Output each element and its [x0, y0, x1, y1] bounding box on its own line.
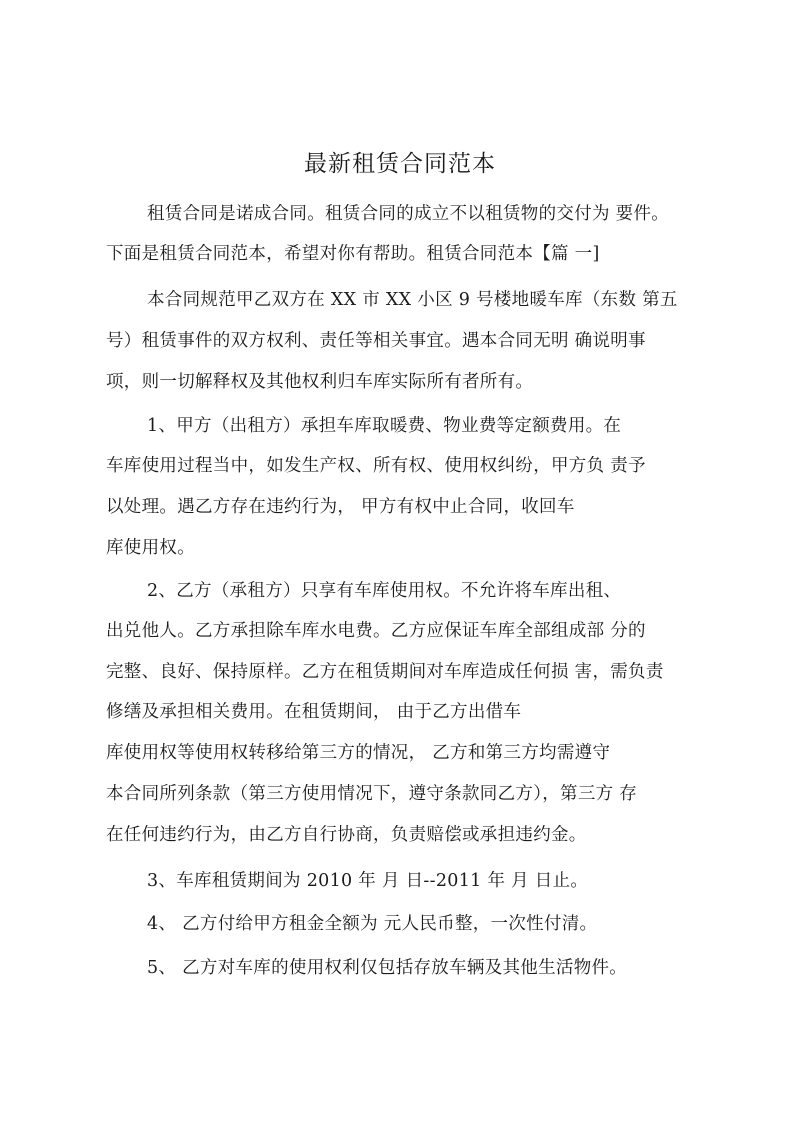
- text-line: 库使用权等使用权转移给第三方的情况， 乙方和第三方均需遵守: [106, 743, 611, 763]
- text-line: 出兑他人。乙方承担除车库水电费。乙方应保证车库全部组成部 分的: [106, 621, 646, 641]
- text-line: 5、 乙方对车库的使用权利仅包括存放车辆及其他生活物件。: [147, 958, 628, 978]
- text-line: 完整、良好、保持原样。乙方在租赁期间对车库造成任何损 害，需负责: [106, 662, 664, 682]
- text-line: 2、乙方（承租方）只享有车库使用权。不允许将车库出租、: [147, 581, 622, 601]
- text-line: 1、甲方（出租方）承担车库取暖费、物业费等定额费用。在: [147, 416, 622, 436]
- text-line: 修缮及承担相关费用。在租赁期间， 由于乙方出借车: [106, 702, 522, 722]
- text-line: 号）租赁事件的双方权利、责任等相关事宜。遇本合同无明 确说明事: [106, 331, 646, 351]
- text-line: 项，则一切解释权及其他权利归车库实际所有者所有。: [106, 372, 534, 392]
- text-line: 4、 乙方付给甲方租金全额为 元人民币整，一次性付清。: [147, 914, 598, 934]
- text-line: 下面是租赁合同范本，希望对你有帮助。租赁合同范本【篇 一]: [106, 244, 600, 264]
- text-line: 本合同所列条款（第三方使用情况下，遵守条款同乙方），第三方 存: [106, 784, 638, 804]
- text-line: 库使用权。: [106, 538, 195, 558]
- text-line: 本合同规范甲乙双方在 XX 市 XX 小区 9 号楼地暖车库（东数 第五: [147, 290, 678, 310]
- text-line: 在任何违约行为，由乙方自行协商，负责赔偿或承担违约金。: [106, 825, 587, 845]
- document-title: 最新租赁合同范本: [304, 151, 496, 177]
- text-line: 车库使用过程当中，如发生产权、所有权、使用权纠纷，甲方负 责予: [106, 456, 646, 476]
- text-line: 以处理。遇乙方存在违约行为， 甲方有权中止合同，收回车: [106, 497, 575, 517]
- text-line: 3、车库租赁期间为 2010 年 月 日--2011 年 月 日止。: [147, 871, 589, 891]
- text-line: 租赁合同是诺成合同。租赁合同的成立不以租赁物的交付为 要件。: [147, 204, 670, 224]
